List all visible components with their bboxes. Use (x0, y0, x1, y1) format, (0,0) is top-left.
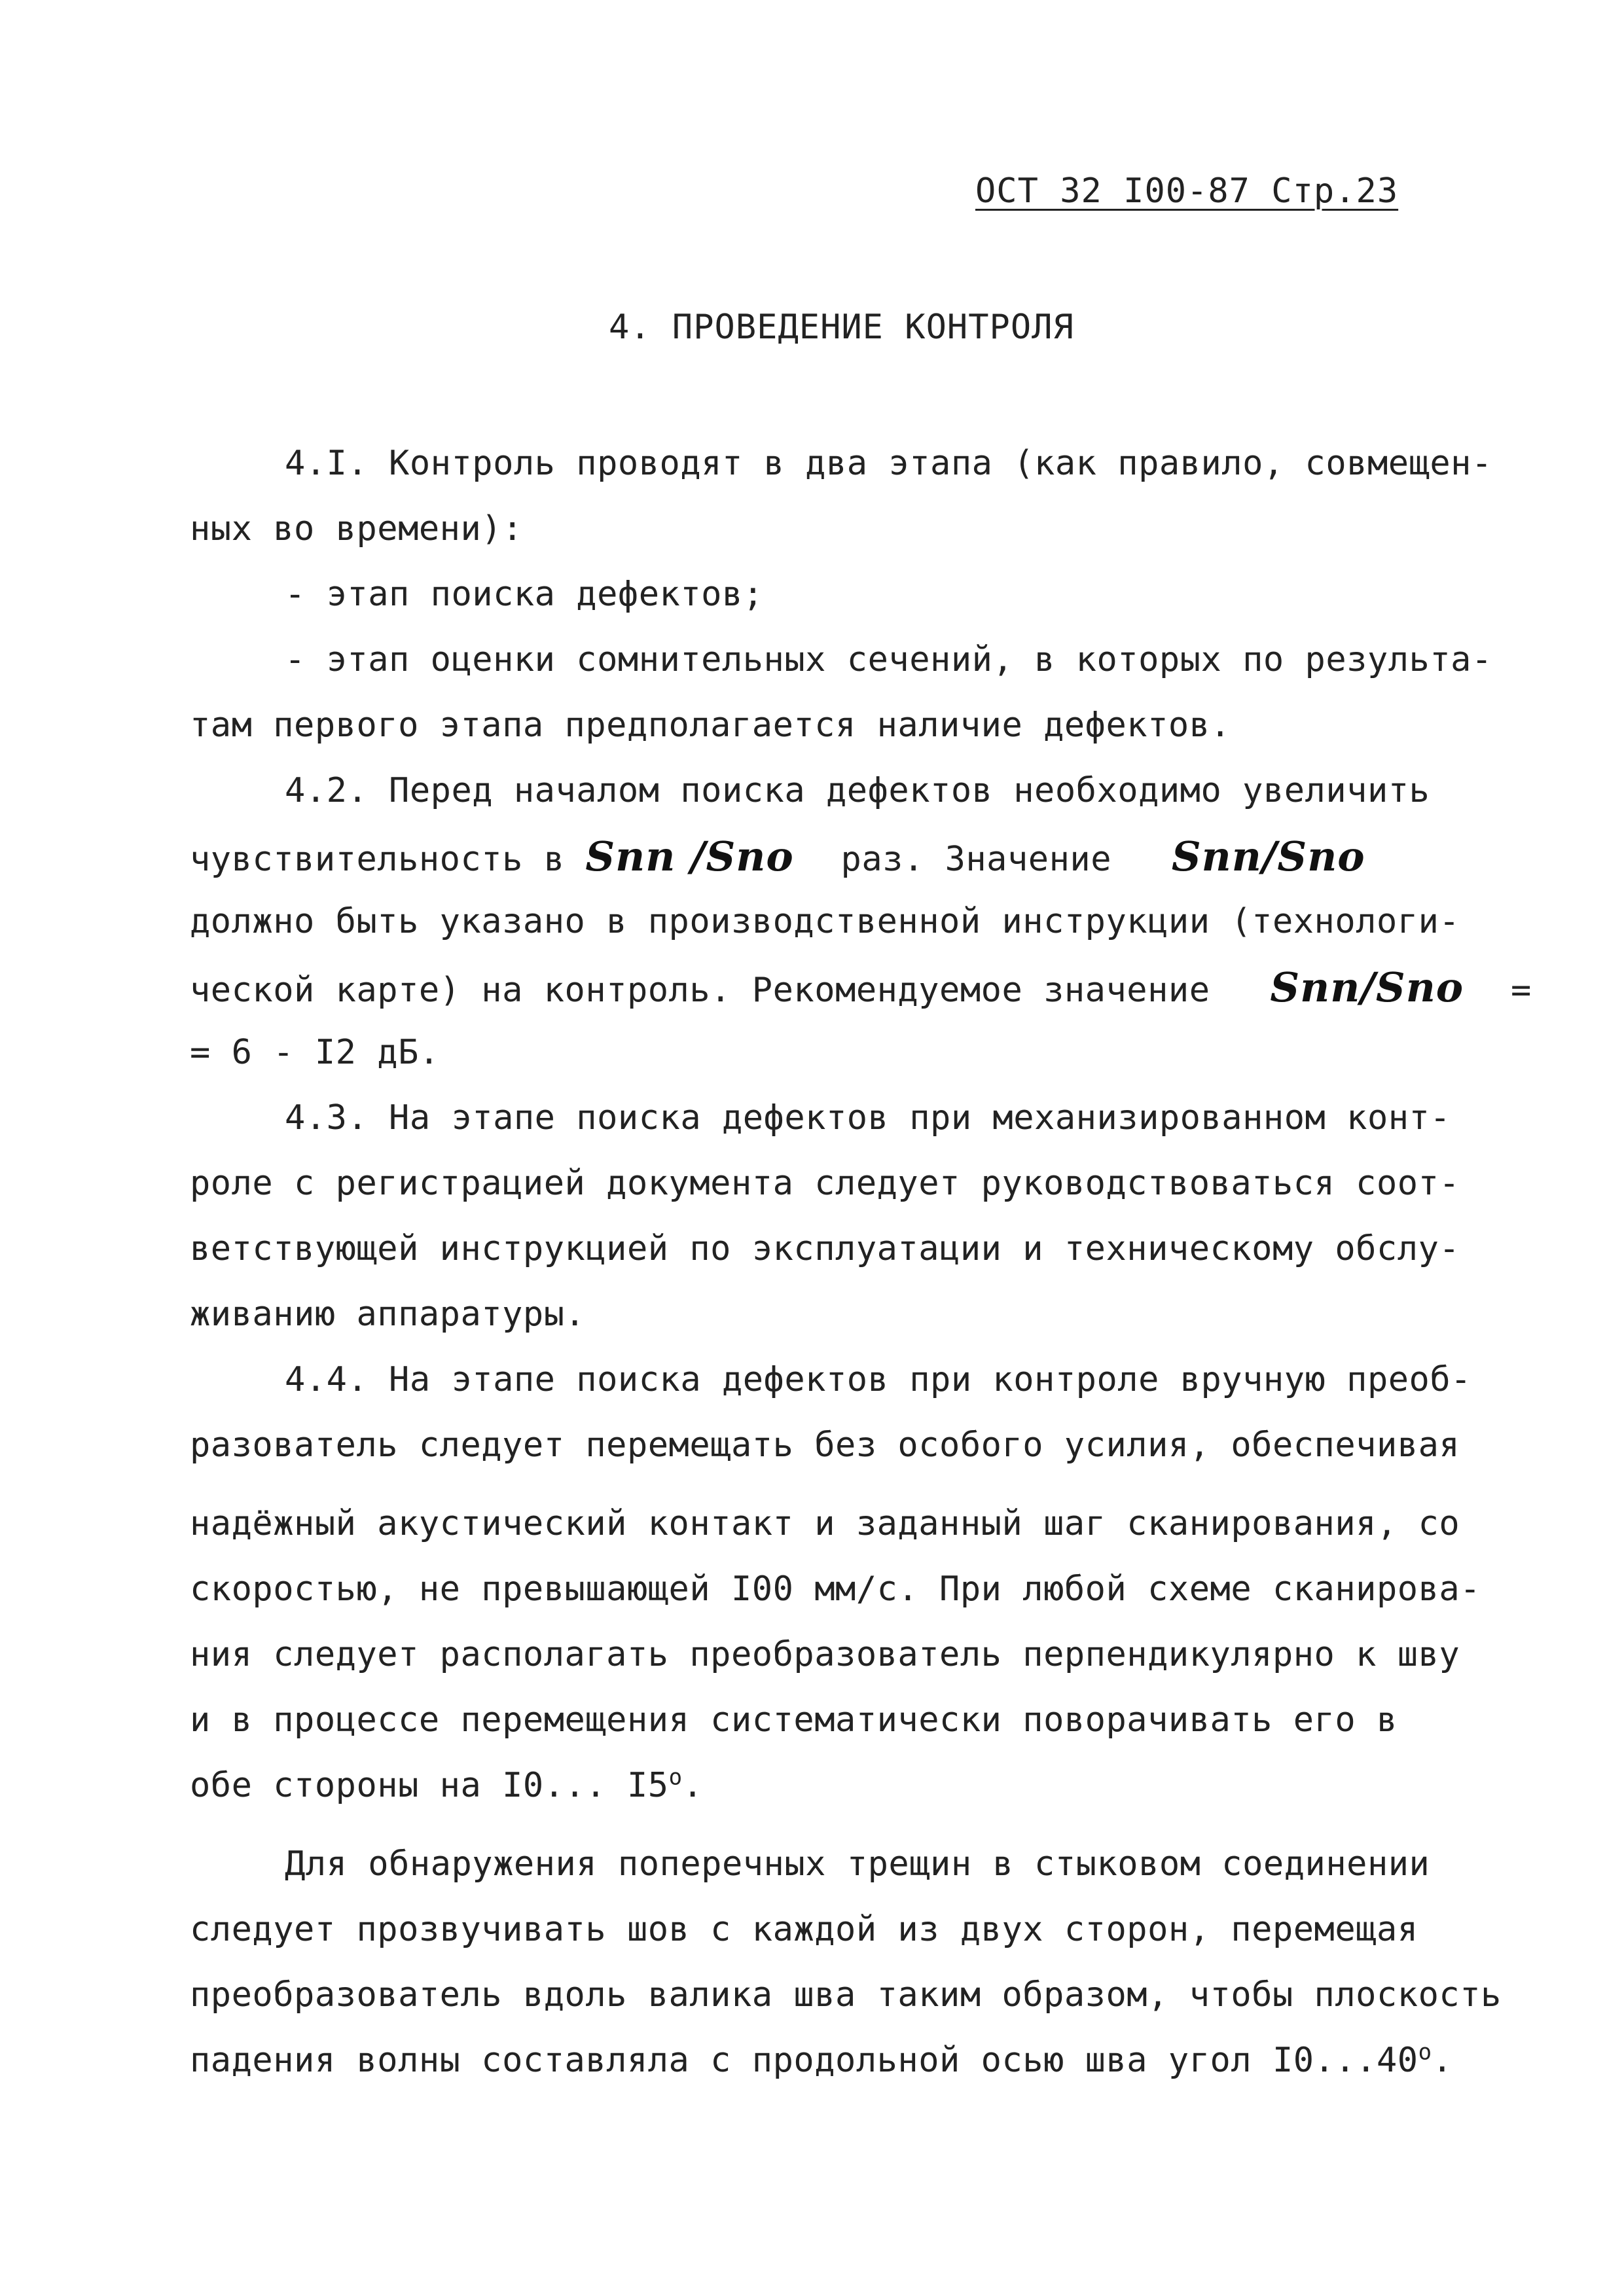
list-item-evaluation-stage-cont: там первого этапа предполагается наличие дефектов. (190, 706, 1231, 745)
paragraph-4-4-line-4: скоростью, не превышающей I00 мм/с. При любой схеме сканирова- (190, 1570, 1481, 1609)
paragraph-4-1-line-2: ных во времени): (190, 509, 523, 548)
list-item-search-stage: - этап поиска дефектов; (285, 575, 764, 614)
period: . (1432, 2041, 1453, 2080)
times-value-text: раз. Значение (840, 840, 1112, 879)
recommended-value-text: ческой карте) на контроль. Рекомендуемое значение (190, 971, 1210, 1010)
paragraph-transverse-line-4 (190, 2039, 1453, 2080)
paragraph-transverse-line-3: преобразователь вдоль валика шва таким образом, чтобы плоскость (190, 1975, 1502, 2015)
paragraph-transverse-line-2: следует прозвучивать шов с каждой из двух сторон, перемещая (190, 1910, 1418, 1949)
paragraph-4-4-line-5: ния следует располагать преобразователь перпендикулярно к шву (190, 1635, 1460, 1674)
paragraph-4-3-line-3: ветствующей инструкцией по эксплуатации и техническому обслу- (190, 1229, 1460, 1268)
sensitivity-text: чувствительность в (190, 840, 565, 879)
page-header: ОСТ 32 I00-87 Стр.23 (975, 171, 1399, 211)
degree-sign: о (1418, 2039, 1432, 2066)
degree-sign: о (668, 1764, 683, 1791)
formula-snn-sno-1: Sпп /Sпо (585, 833, 794, 880)
paragraph-4-2-line-2 (190, 833, 1365, 880)
equals-sign: = (1510, 971, 1532, 1010)
paragraph-4-2-line-1: 4.2. Перед началом поиска дефектов необходимо увеличить (285, 771, 1430, 810)
paragraph-4-4-line-1: 4.4. На этапе поиска дефектов при контроле вручную преоб- (285, 1360, 1471, 1399)
paragraph-4-3-line-1: 4.3. На этапе поиска дефектов при механизированном конт- (285, 1098, 1451, 1138)
paragraph-4-2-line-5: = 6 - I2 дБ. (190, 1033, 440, 1072)
section-title: 4. ПРОВЕДЕНИЕ КОНТРОЛЯ (609, 308, 1074, 347)
paragraph-4-4-line-7 (190, 1764, 704, 1805)
paragraph-4-4-line-2: разователь следует перемещать без особого усилия, обеспечивая (190, 1426, 1460, 1465)
paragraph-4-2-line-3: должно быть указано в производственной инструкции (технологи- (190, 902, 1460, 941)
period: . (682, 1766, 704, 1805)
paragraph-transverse-line-1: Для обнаружения поперечных трещин в стыковом соединении (285, 1844, 1430, 1884)
paragraph-4-2-line-4 (190, 963, 1532, 1011)
incidence-angle-text: падения волны составляла с продольной осью шва угол I0...40 (190, 2041, 1418, 2080)
paragraph-4-1-line-1: 4.I. Контроль проводят в два этапа (как правило, совмещен- (285, 444, 1492, 483)
paragraph-4-4-line-3: надёжный акустический контакт и заданный шаг сканирования, со (190, 1504, 1460, 1543)
formula-snn-sno-3: Sпп/Sпо (1270, 963, 1464, 1011)
paragraph-4-4-line-6: и в процессе перемещения систематически поворачивать его в (190, 1700, 1398, 1740)
rotation-angle-text: обе стороны на I0... I5 (190, 1766, 669, 1805)
formula-snn-sno-2: Sпп/Sпо (1171, 833, 1365, 880)
paragraph-4-3-line-2: роле с регистрацией документа следует руководствоваться соот- (190, 1164, 1460, 1203)
paragraph-4-3-line-4: живанию аппаратуры. (190, 1295, 586, 1334)
list-item-evaluation-stage: - этап оценки сомнительных сечений, в которых по результа- (285, 640, 1492, 679)
